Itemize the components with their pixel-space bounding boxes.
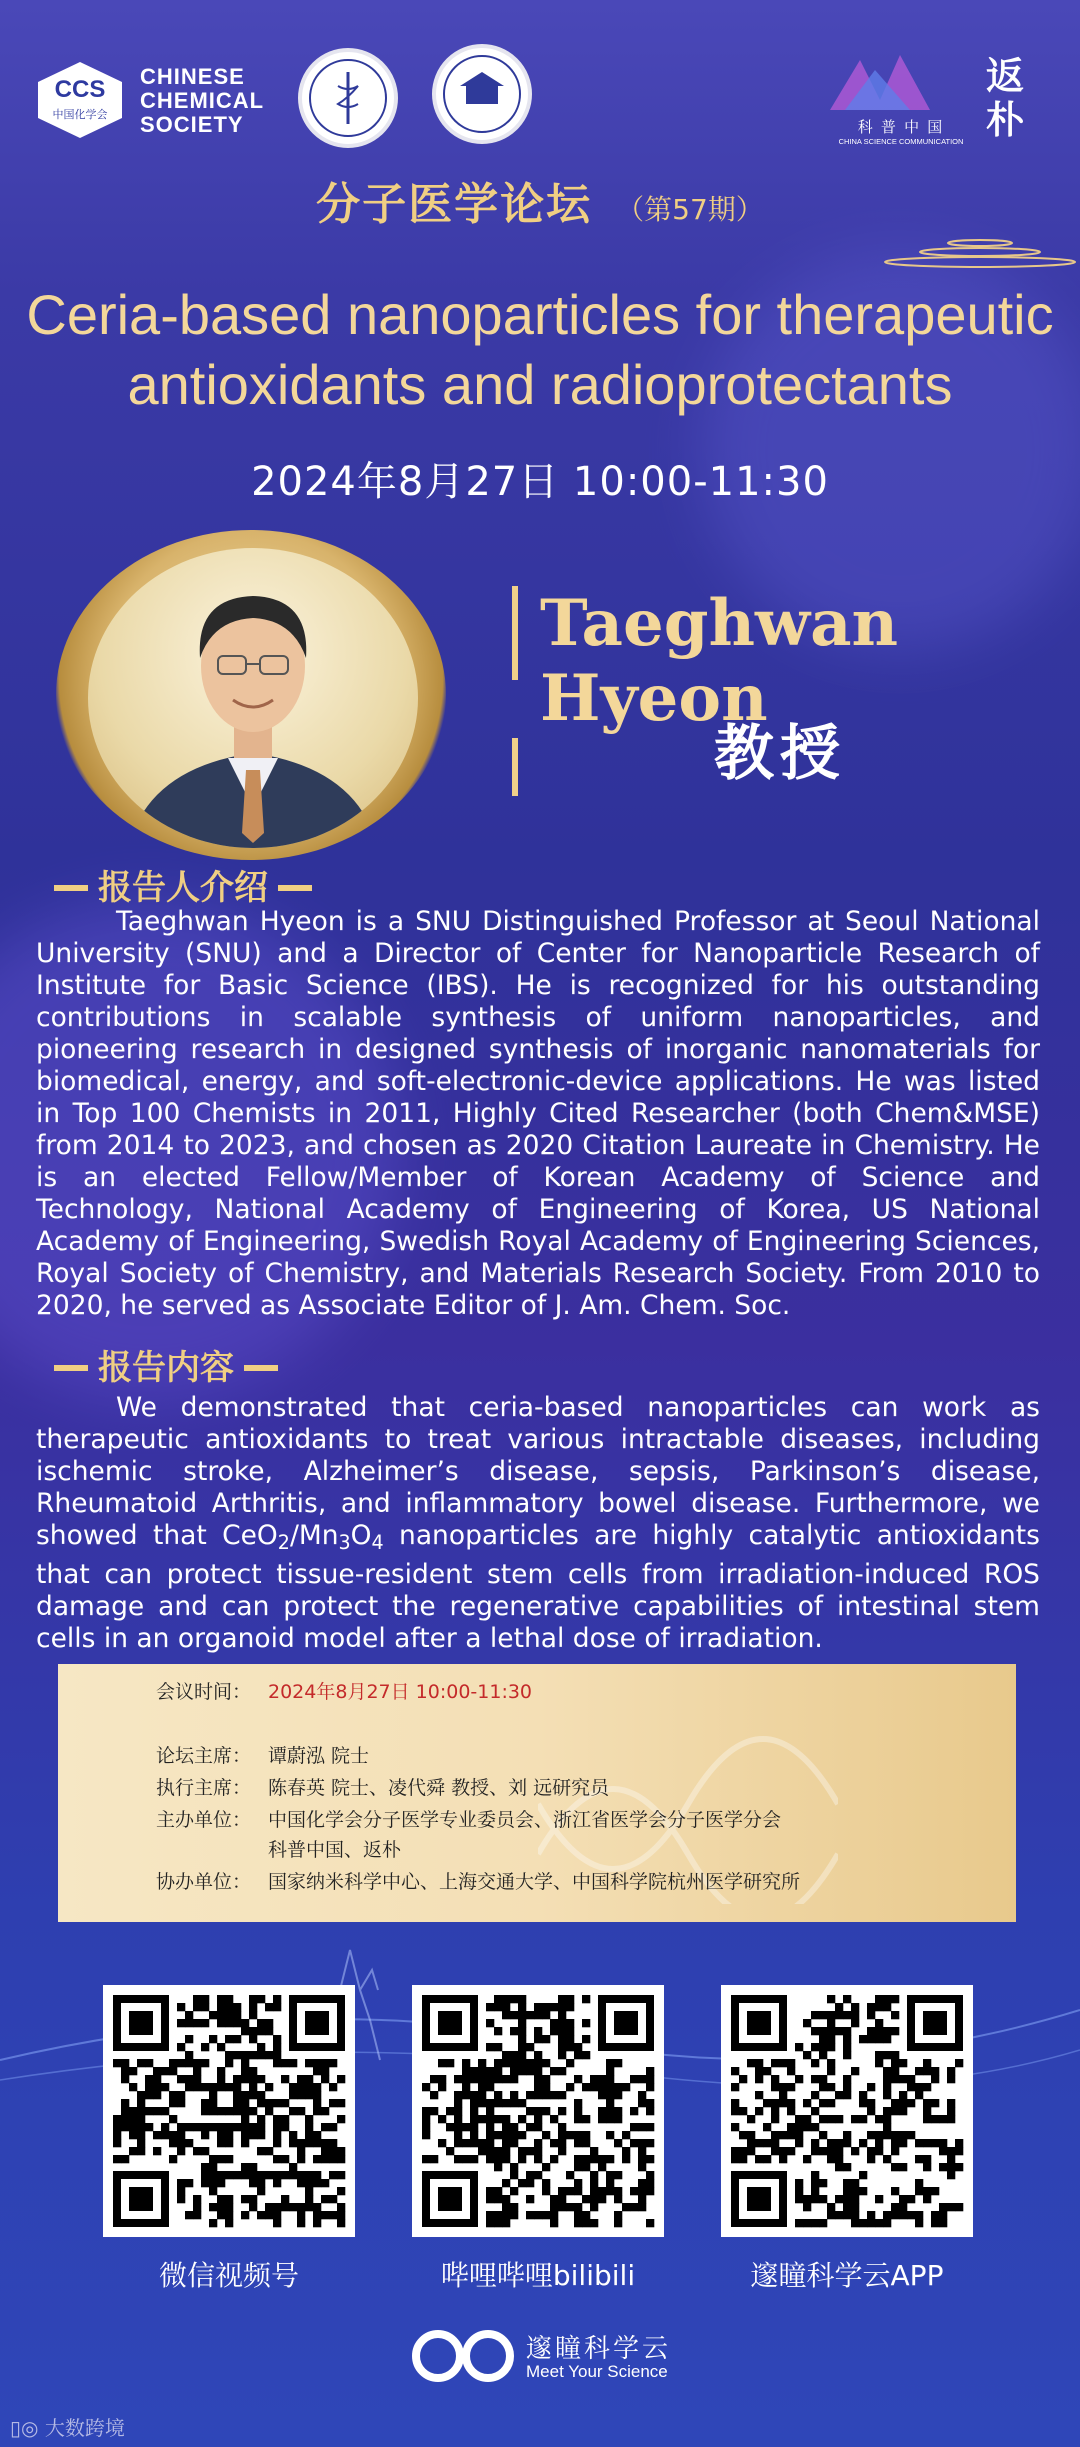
info-value: 中国化学会分子医学专业委员会、浙江省医学会分子医学分会 — [268, 1809, 782, 1831]
subscript: 4 — [371, 1531, 384, 1554]
info-row-host-cont — [268, 1838, 401, 1862]
china-science-text — [826, 116, 976, 146]
talk-title — [0, 280, 1080, 420]
speaker-portrait — [88, 548, 418, 848]
info-label: 主办单位： — [156, 1809, 252, 1831]
meet-your-science-logo-icon — [408, 2326, 518, 2386]
abstract-text-part: O — [350, 1520, 372, 1551]
info-label: 协办单位： — [156, 1871, 252, 1893]
info-row-chair — [156, 1744, 369, 1768]
qr-code-pattern — [721, 1985, 973, 2237]
info-value: 科普中国、返朴 — [268, 1839, 402, 1861]
qr-code-pattern — [103, 1985, 355, 2237]
watermark: ▯◎ 大数跨境 — [10, 2416, 125, 2440]
watermark-text: 大数跨境 — [44, 2416, 125, 2440]
info-row-host — [156, 1808, 781, 1832]
subscript: 2 — [277, 1531, 290, 1554]
heading-dash — [244, 1365, 278, 1371]
bio-heading-text: 报告人介绍 — [98, 868, 268, 908]
ccs-line: SOCIETY — [140, 112, 244, 137]
abstract-heading — [54, 1340, 278, 1389]
event-info-box — [58, 1664, 1016, 1922]
talk-title-line: antioxidants and radioprotectants — [127, 353, 953, 416]
china-science-cn: 科 普 中 国 — [857, 119, 945, 136]
info-value: 陈春英 院士、凌代舜 教授、刘 远研究员 — [268, 1777, 610, 1799]
speaker-title: 教授 — [714, 719, 846, 789]
name-divider — [512, 586, 518, 680]
medical-society-seal-icon — [298, 48, 398, 148]
forum-title — [0, 168, 1080, 232]
ccs-line: CHEMICAL — [140, 88, 265, 113]
info-value: 2024年8月27日 10:00-11:30 — [268, 1681, 533, 1703]
qr-code-app[interactable] — [721, 1985, 973, 2237]
speaker-name: Taeghwan Hyeon — [540, 586, 899, 736]
bio-heading — [54, 860, 312, 909]
qr-code-pattern — [412, 1985, 664, 2237]
info-value: 国家纳米科学中心、上海交通大学、中国科学院杭州医学研究所 — [268, 1871, 801, 1893]
info-row-time — [156, 1680, 532, 1704]
abstract-text-part: We demonstrated that ceria-based nanoparticles can work as therapeutic antioxidants to treat various intractable diseases, including ischemic stroke, Alzheimer’s disease, sepsis, Parkinson’s disease, Rheumatoid Arthritis, and inflammatory bowel disease. Furthermore, we showed that CeO — [36, 1392, 1040, 1551]
qr-code-bilibili[interactable] — [412, 1985, 664, 2237]
info-row-co — [156, 1870, 800, 1894]
ccs-line: CHINESE — [140, 64, 245, 89]
ccs-badge: CCS — [54, 76, 106, 103]
forum-issue: （第57期） — [616, 193, 764, 226]
name-divider — [512, 738, 518, 796]
china-science-en: CHINA SCIENCE COMMUNICATION — [838, 137, 964, 146]
qr-label: 微信视频号 — [158, 2259, 299, 2292]
qr-label: 邃瞳科学云APP — [750, 2259, 944, 2292]
qr-label: 哔哩哔哩bilibili — [440, 2259, 636, 2292]
heading-dash — [54, 1365, 88, 1371]
footer-brand-en: Meet Your Science — [526, 2362, 668, 2381]
abstract-text-part: nanoparticles are highly catalytic antioxidants that can protect tissue-resident stem cells from irradiation-induced ROS damage and can protect the regenerative capabilities of intestinal stem cells in an organoid model after a lethal dose of irradiation. — [36, 1520, 1040, 1654]
heading-dash — [54, 885, 88, 891]
abstract-text-part: /Mn — [289, 1520, 339, 1551]
info-label: 执行主席： — [156, 1777, 252, 1799]
bio-text: Taeghwan Hyeon is a SNU Distinguished Professor at Seoul National University (SNU) and a Director of Center for Nanoparticle Research of Institute for Basic Science (IBS). He is recognized for his outstanding contributions in scalable synthesis of uniform nanoparticles, and pioneering research in designed synthesis of inorganic nanomaterials for biomedical, energy, and soft-electronic-device applications. He was listed in Top 100 Chemists in 2011, Highly Cited Researcher (both Chem&MSE) from 2014 to 2023, and chosen as 2020 Citation Laureate in Chemistry. He is an elected Fellow/Member of Korean Academy of Science and Technology, National Academy of Engineering of Korea, US National Academy of Engineering, Swedish Royal Academy of Engineering Sciences, Royal Society of Chemistry, and Materials Research Society. From 2010 to 2020, he served as Associate Editor of J. Am. Chem. Soc. — [36, 906, 1040, 1321]
talk-datetime: 2024年8月27日 10:00-11:30 — [251, 459, 829, 505]
info-value: 谭蔚泓 院士 — [268, 1745, 370, 1767]
qr-code-wechat[interactable] — [103, 1985, 355, 2237]
subscript: 3 — [338, 1531, 351, 1554]
institute-seal-icon — [432, 44, 532, 144]
ccs-wordmark — [140, 66, 264, 138]
abstract-text — [36, 1392, 1040, 1655]
ccs-badge-sub: 中国化学会 — [52, 108, 108, 121]
info-label: 论坛主席： — [156, 1745, 252, 1767]
fanpu-text: 返朴 — [986, 53, 1025, 142]
footer-brand-cn: 邃瞳科学云 — [526, 2334, 672, 2364]
abstract-heading-text: 报告内容 — [98, 1348, 234, 1388]
info-row-exec — [156, 1776, 609, 1800]
fanpu-logo — [986, 54, 1062, 144]
forum-name: 分子医学论坛 — [316, 179, 593, 230]
info-label: 会议时间： — [156, 1681, 252, 1703]
talk-title-line: Ceria-based nanoparticles for therapeutic — [26, 283, 1054, 346]
stage-ornament — [880, 232, 1080, 268]
heading-dash — [278, 885, 312, 891]
